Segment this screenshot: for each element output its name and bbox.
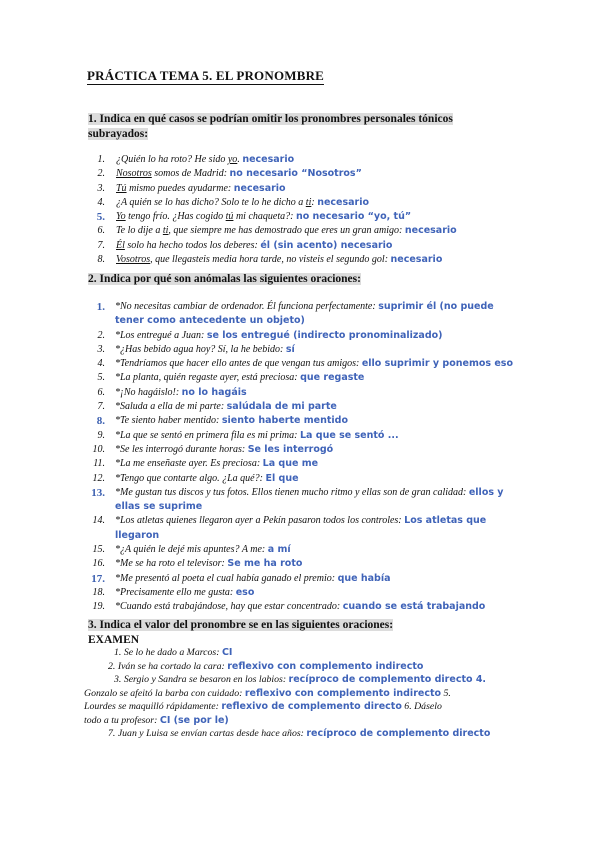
item-answer: suprimir él (no puede tener como antecedente un objeto) — [115, 301, 494, 327]
item-answer: CI (se por le) — [159, 714, 229, 726]
item-text: *Precisamente ello me gusta: — [115, 586, 236, 598]
item-answer: se los entregué (indirecto pronominalizado) — [206, 329, 443, 341]
item-answer: necesario — [390, 254, 443, 266]
item-underlined: ti — [305, 196, 312, 208]
item-answer: eso — [235, 586, 255, 598]
item-answer: necesario — [233, 182, 286, 194]
item-number: 2. — [97, 329, 105, 341]
item-answer: CI — [221, 647, 233, 658]
item-text: todo a tu profesor: — [84, 714, 160, 726]
item-text: Juan y Luisa se envían cartas desde hace años: — [117, 728, 307, 739]
list-item — [85, 429, 520, 443]
list-item — [85, 386, 520, 400]
item-text: ¿Quién lo ha roto? He sido — [116, 154, 228, 165]
item-number: 6. — [97, 225, 105, 237]
item-number: 4. — [97, 358, 105, 370]
item-text: tengo frío. ¿Has cogido — [125, 211, 226, 223]
item-number: 3. — [97, 343, 105, 355]
list-item — [85, 253, 535, 267]
item-answer: a mí — [267, 544, 291, 556]
list-item — [84, 714, 519, 728]
list-item — [85, 457, 520, 471]
item-text: Sergio y Sandra se besaron en los labios: — [123, 674, 289, 685]
item-number: 13. — [91, 486, 105, 499]
page-title: PRÁCTICA TEMA 5. EL PRONOMBRE — [87, 68, 325, 83]
list-item — [85, 300, 520, 329]
item-text: *Me presentó al poeta el cual había ganado el premio: — [115, 572, 338, 584]
list-item — [85, 329, 520, 343]
item-answer: Se me ha roto — [227, 558, 303, 570]
list-item — [85, 224, 535, 238]
list-item — [85, 400, 520, 414]
list-item — [85, 371, 520, 385]
item-answer: Los atletas que llegaron — [115, 515, 487, 541]
item-number: 7. — [108, 728, 116, 739]
item-text: *Saluda a ella de mi parte: — [115, 401, 227, 413]
item-number: 8. — [96, 415, 105, 428]
item-text: , que llegasteis media hora tarde, no visteis el segundo gol: — [150, 254, 391, 266]
item-number: 7. — [97, 239, 105, 251]
item-text: *La planta, quién regaste ayer, está preciosa: — [115, 372, 301, 384]
section1-heading: 1. Indica en qué casos se podrían omitir los pronombres personales tónicos subrayados: — [88, 113, 453, 140]
item-text: ¿A quién se lo has dicho? Solo te lo he dicho a — [116, 196, 306, 208]
item-text: *¿Has bebido agua hoy? Sí, la he bebido: — [115, 343, 286, 355]
item-text: , que siempre me has demostrado que eres un gran amigo: — [168, 225, 405, 237]
list-item — [85, 239, 535, 253]
list-item — [85, 572, 520, 586]
item-tail: 5. — [441, 687, 451, 699]
item-answer: La que se sentó ... — [300, 429, 399, 441]
item-answer: recíproco de complemento directo 4. — [288, 674, 487, 685]
list-item — [85, 443, 520, 457]
item-answer: sí — [285, 343, 295, 355]
item-answer: él (sin acento) necesario — [260, 239, 393, 251]
list-item — [84, 727, 519, 741]
item-text: Iván se ha cortado la cara: — [117, 660, 228, 672]
item-underlined: Tú — [116, 182, 127, 194]
item-answer: El que — [265, 472, 299, 484]
item-text: mi chaqueta?: — [233, 211, 296, 223]
item-number: 19. — [92, 601, 105, 613]
item-answer: La que me — [262, 458, 319, 470]
item-number: 3. — [114, 674, 122, 685]
item-text: *La que se sentó en primera fila es mi prima: — [115, 429, 300, 441]
item-underlined: yo — [227, 154, 238, 165]
item-answer: necesario — [404, 225, 457, 237]
item-answer: ellos y ellas se suprime — [115, 486, 504, 513]
item-text: *Me gustan tus discos y tus fotos. Ellos tienen mucho ritmo y ellas son de gran calidad: — [115, 486, 469, 498]
item-answer: necesario — [242, 154, 295, 165]
list-item — [85, 196, 535, 210]
list-item — [85, 210, 535, 224]
item-underlined: Nosotros — [116, 168, 152, 180]
item-text: *No necesitas cambiar de ordenador. Él funciona perfectamente: — [115, 301, 379, 312]
list-item — [85, 514, 520, 543]
list-item — [85, 414, 520, 428]
item-answer: reflexivo con complemento indirecto — [227, 660, 424, 672]
item-number: 17. — [91, 572, 105, 585]
list-item — [84, 687, 519, 701]
exam-label: EXAMEN — [88, 634, 140, 646]
item-number: 2. — [108, 660, 116, 672]
item-number: 11. — [93, 458, 105, 470]
item-text: : — [311, 196, 318, 208]
list-item — [85, 600, 520, 614]
item-number: 1. — [96, 301, 105, 313]
item-text: somos de Madrid: — [151, 168, 230, 180]
item-number: 5. — [97, 372, 105, 384]
item-text: solo ha hecho todos los deberes: — [124, 239, 261, 251]
item-text: *Los atletas quienes llegaron ayer a Pekín pasaron todos los controles: — [115, 515, 405, 527]
item-text: *Cuando está trabajándose, hay que estar concentrado: — [115, 601, 343, 613]
item-underlined: Yo — [116, 211, 126, 223]
list-item — [85, 486, 520, 515]
item-text: *Se les interrogó durante horas: — [115, 443, 248, 455]
item-text: *La me enseñaste ayer. Es preciosa: — [115, 458, 263, 470]
item-text: *Los entregué a Juan: — [115, 329, 207, 341]
item-answer: Se les interrogó — [247, 443, 334, 455]
list-item — [84, 673, 519, 687]
list-item — [84, 700, 519, 714]
list-item — [85, 182, 535, 196]
item-text: *¿A quién le dejé mis apuntes? A me: — [115, 544, 268, 556]
item-number: 6. — [97, 386, 105, 398]
section3-heading: 3. Indica el valor del pronombre se en las siguientes oraciones: EXAMEN — [88, 619, 394, 646]
item-answer: necesario — [317, 196, 370, 208]
item-number: 9. — [97, 429, 105, 441]
list-item — [85, 357, 520, 371]
item-answer: no necesario “yo, tú” — [295, 211, 412, 223]
item-underlined: ti — [162, 225, 169, 237]
list-item — [85, 586, 520, 600]
list-item — [85, 543, 520, 557]
item-answer: cuando se está trabajando — [342, 601, 486, 613]
list-item — [84, 646, 519, 660]
item-number: 3. — [97, 182, 105, 194]
section2-heading: 2. Indica por qué son anómalas las siguientes oraciones: — [88, 273, 361, 285]
item-text: *Te siento haber mentido: — [115, 415, 222, 427]
item-number: 7. — [97, 401, 105, 413]
item-number: 8. — [97, 254, 105, 266]
item-answer: que regaste — [300, 372, 365, 384]
list-item — [85, 472, 520, 486]
section3-list — [84, 646, 519, 741]
item-number: 1. — [114, 647, 122, 658]
section1-list — [85, 153, 535, 267]
item-number: 1. — [97, 154, 105, 165]
item-text: *Me se ha roto el televisor: — [115, 558, 228, 570]
item-number: 10. — [92, 443, 105, 455]
item-text: Te lo dije a — [116, 225, 163, 237]
item-number: 15. — [92, 544, 105, 556]
item-number: 5. — [96, 211, 105, 224]
item-answer: siento haberte mentido — [221, 415, 348, 427]
item-answer: reflexivo de complemento directo — [221, 701, 402, 712]
list-item — [84, 660, 519, 674]
list-item — [85, 167, 535, 181]
item-underlined: Él — [116, 239, 125, 251]
item-underlined: Vosotros — [116, 254, 151, 266]
item-number: 16. — [92, 558, 105, 570]
item-answer: no necesario “Nosotros” — [229, 168, 362, 180]
item-text: . — [237, 154, 243, 165]
item-answer: que había — [337, 572, 391, 584]
list-item — [85, 557, 520, 571]
item-text: mismo puedes ayudarme: — [126, 182, 234, 194]
item-tail: 6. Dáselo — [401, 701, 442, 712]
list-item — [85, 343, 520, 357]
item-text: *¡No hagáislo!: — [115, 386, 182, 398]
item-answer: recíproco de complemento directo — [306, 728, 491, 739]
item-answer: salúdala de mi parte — [226, 401, 337, 413]
item-text: *Tengo que contarte algo. ¿La qué?: — [115, 472, 266, 484]
item-number: 4. — [97, 196, 105, 208]
item-answer: reflexivo con complemento indirecto — [244, 687, 442, 699]
item-text: Lourdes se maquilló rápidamente: — [84, 701, 222, 712]
item-number: 14. — [92, 515, 105, 527]
list-item — [85, 153, 535, 167]
section2-list — [85, 300, 520, 615]
item-answer: no lo hagáis — [181, 386, 247, 398]
item-number: 2. — [97, 168, 105, 180]
item-answer: ello suprimir y ponemos eso — [361, 358, 513, 370]
item-underlined: tú — [225, 211, 234, 223]
item-number: 12. — [92, 472, 105, 484]
item-text: Gonzalo se afeitó la barba con cuidado: — [84, 687, 245, 699]
item-number: 18. — [92, 586, 105, 598]
item-text: *Tendríamos que hacer ello antes de que vengan tus amigos: — [115, 358, 362, 370]
item-text: Se lo he dado a Marcos: — [123, 647, 222, 658]
